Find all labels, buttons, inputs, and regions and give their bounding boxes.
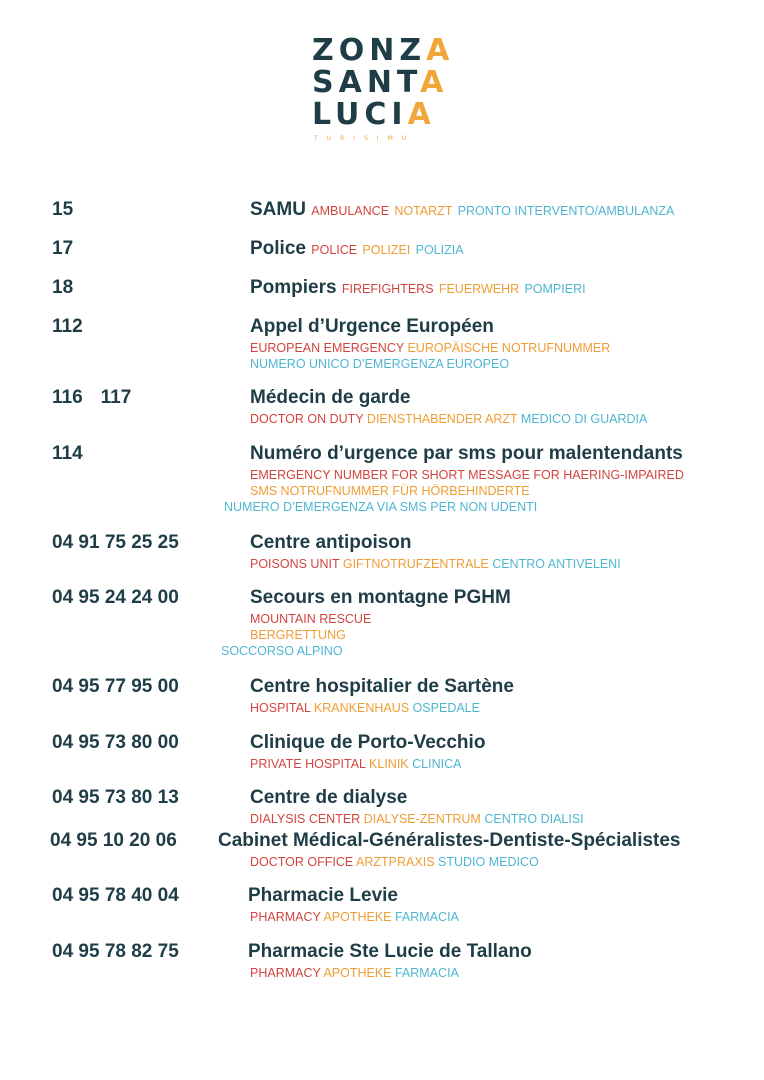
label-en: AMBULANCE: [311, 204, 390, 218]
translations: [250, 556, 621, 572]
label-de: BERGRETTUNG: [250, 628, 346, 642]
phone-number: 112: [52, 316, 83, 337]
translations: [250, 700, 480, 716]
translations: [250, 756, 461, 772]
translations: [250, 340, 610, 372]
service-title: Centre hospitalier de Sartène: [250, 676, 514, 697]
label-de: APOTHEKE: [323, 910, 392, 924]
label-it: OSPEDALE: [412, 701, 480, 715]
translations: [250, 965, 459, 981]
label-de: APOTHEKE: [323, 966, 392, 980]
label-it: SOCCORSO ALPINO: [221, 644, 343, 658]
service-title: Centre de dialyse: [250, 787, 408, 808]
service-title: Pompiers FIREFIGHTERS FEUERWEHR POMPIERI: [250, 277, 586, 298]
label-en: DIALYSIS CENTER: [250, 812, 361, 826]
label-en: FIREFIGHTERS: [341, 282, 434, 296]
label-de: GIFTNOTRUFZENTRALE: [342, 557, 489, 571]
service-title: Centre antipoison: [250, 532, 412, 553]
phone-number: 04 95 10 20 06: [50, 830, 177, 851]
service-title: Appel d’Urgence Européen: [250, 316, 494, 337]
label-en: POISONS UNIT: [250, 557, 340, 571]
phone-number: 04 95 77 95 00: [52, 676, 179, 697]
label-en: PRIVATE HOSPITAL: [250, 757, 366, 771]
label-de: SMS NOTRUFNUMMER FÜR HÖRBEHINDERTE: [250, 484, 530, 498]
label-de: DIENSTHABENDER ARZT: [366, 412, 518, 426]
label-it: PRONTO INTERVENTO/AMBULANZA: [457, 204, 675, 218]
service-title: SAMU AMBULANCE NOTARZT PRONTO INTERVENTO/AMBULANZA: [250, 199, 675, 220]
service-title: Médecin de garde: [250, 387, 411, 408]
phone-number: 04 95 24 24 00: [52, 587, 179, 608]
logo-subtitle: TURISIMU: [314, 135, 416, 142]
translations: [250, 854, 539, 870]
translations: [221, 611, 372, 659]
phone-number: 18: [52, 277, 74, 298]
service-title: Pharmacie Ste Lucie de Tallano: [248, 941, 532, 962]
logo: [312, 33, 455, 142]
phone-number: 114: [52, 443, 83, 464]
service-title: Clinique de Porto-Vecchio: [250, 732, 486, 753]
label-de: EUROPÄISCHE NOTRUFNUMMER: [407, 341, 611, 355]
label-it: POMPIERI: [524, 282, 586, 296]
phone-number: 15: [52, 199, 74, 220]
logo-line-lucia: LUCIA: [312, 97, 436, 132]
label-it: MEDICO DI GUARDIA: [520, 412, 648, 426]
service-title: Secours en montagne PGHM: [250, 587, 511, 608]
label-en: PHARMACY: [250, 910, 321, 924]
label-it: CLINICA: [412, 757, 462, 771]
label-en: PHARMACY: [250, 966, 321, 980]
phone-number: 17: [52, 238, 74, 259]
phone-number: 04 95 73 80 00: [52, 732, 179, 753]
label-de: KLINIK: [369, 757, 409, 771]
label-it: CENTRO ANTIVELENI: [492, 557, 621, 571]
label-en: POLICE: [311, 243, 358, 257]
logo-line-zonza: ZONZA: [312, 33, 455, 68]
label-it: FARMACIA: [394, 966, 459, 980]
label-de: NOTARZT: [394, 204, 453, 218]
label-en: EMERGENCY NUMBER FOR SHORT MESSAGE FOR HAERING-IMPAIRED: [250, 468, 684, 482]
label-en: DOCTOR OFFICE: [250, 855, 354, 869]
service-title: Police POLICE POLIZEI POLIZIA: [250, 238, 464, 259]
phone-number: 04 95 78 82 75: [52, 941, 179, 962]
label-de: FEUERWEHR: [438, 282, 520, 296]
label-it: FARMACIA: [394, 910, 459, 924]
service-title: Numéro d’urgence par sms pour malentendants: [250, 443, 683, 464]
phone-number: 04 91 75 25 25: [52, 532, 179, 553]
label-de: ARZTPRAXIS: [356, 855, 435, 869]
label-en: EUROPEAN EMERGENCY: [250, 341, 404, 355]
label-it: POLIZIA: [415, 243, 464, 257]
phone-number: 116 117: [52, 387, 132, 408]
label-it: NUMERO UNICO D’EMERGENZA EUROPEO: [250, 357, 510, 371]
translations: [250, 411, 647, 427]
label-en: MOUNTAIN RESCUE: [250, 612, 372, 626]
label-it: CENTRO DIALISI: [484, 812, 584, 826]
label-de: POLIZEI: [362, 243, 411, 257]
logo-line-santa: SANTA: [312, 65, 449, 100]
service-title: Pharmacie Levie: [248, 885, 398, 906]
translations: [224, 467, 684, 515]
label-en: HOSPITAL: [250, 701, 311, 715]
service-title: Cabinet Médical-Généralistes-Dentiste-Spécialistes: [218, 830, 681, 851]
phone-number: 04 95 73 80 13: [52, 787, 179, 808]
label-en: DOCTOR ON DUTY: [250, 412, 364, 426]
label-it: STUDIO MEDICO: [438, 855, 539, 869]
translations: [250, 909, 459, 925]
phone-number: 04 95 78 40 04: [52, 885, 179, 906]
label-it: NUMERO D’EMERGENZA VIA SMS PER NON UDENTI: [224, 500, 538, 514]
label-de: KRANKENHAUS: [313, 701, 410, 715]
translations: [250, 811, 584, 827]
label-de: DIALYSE-ZENTRUM: [363, 812, 481, 826]
